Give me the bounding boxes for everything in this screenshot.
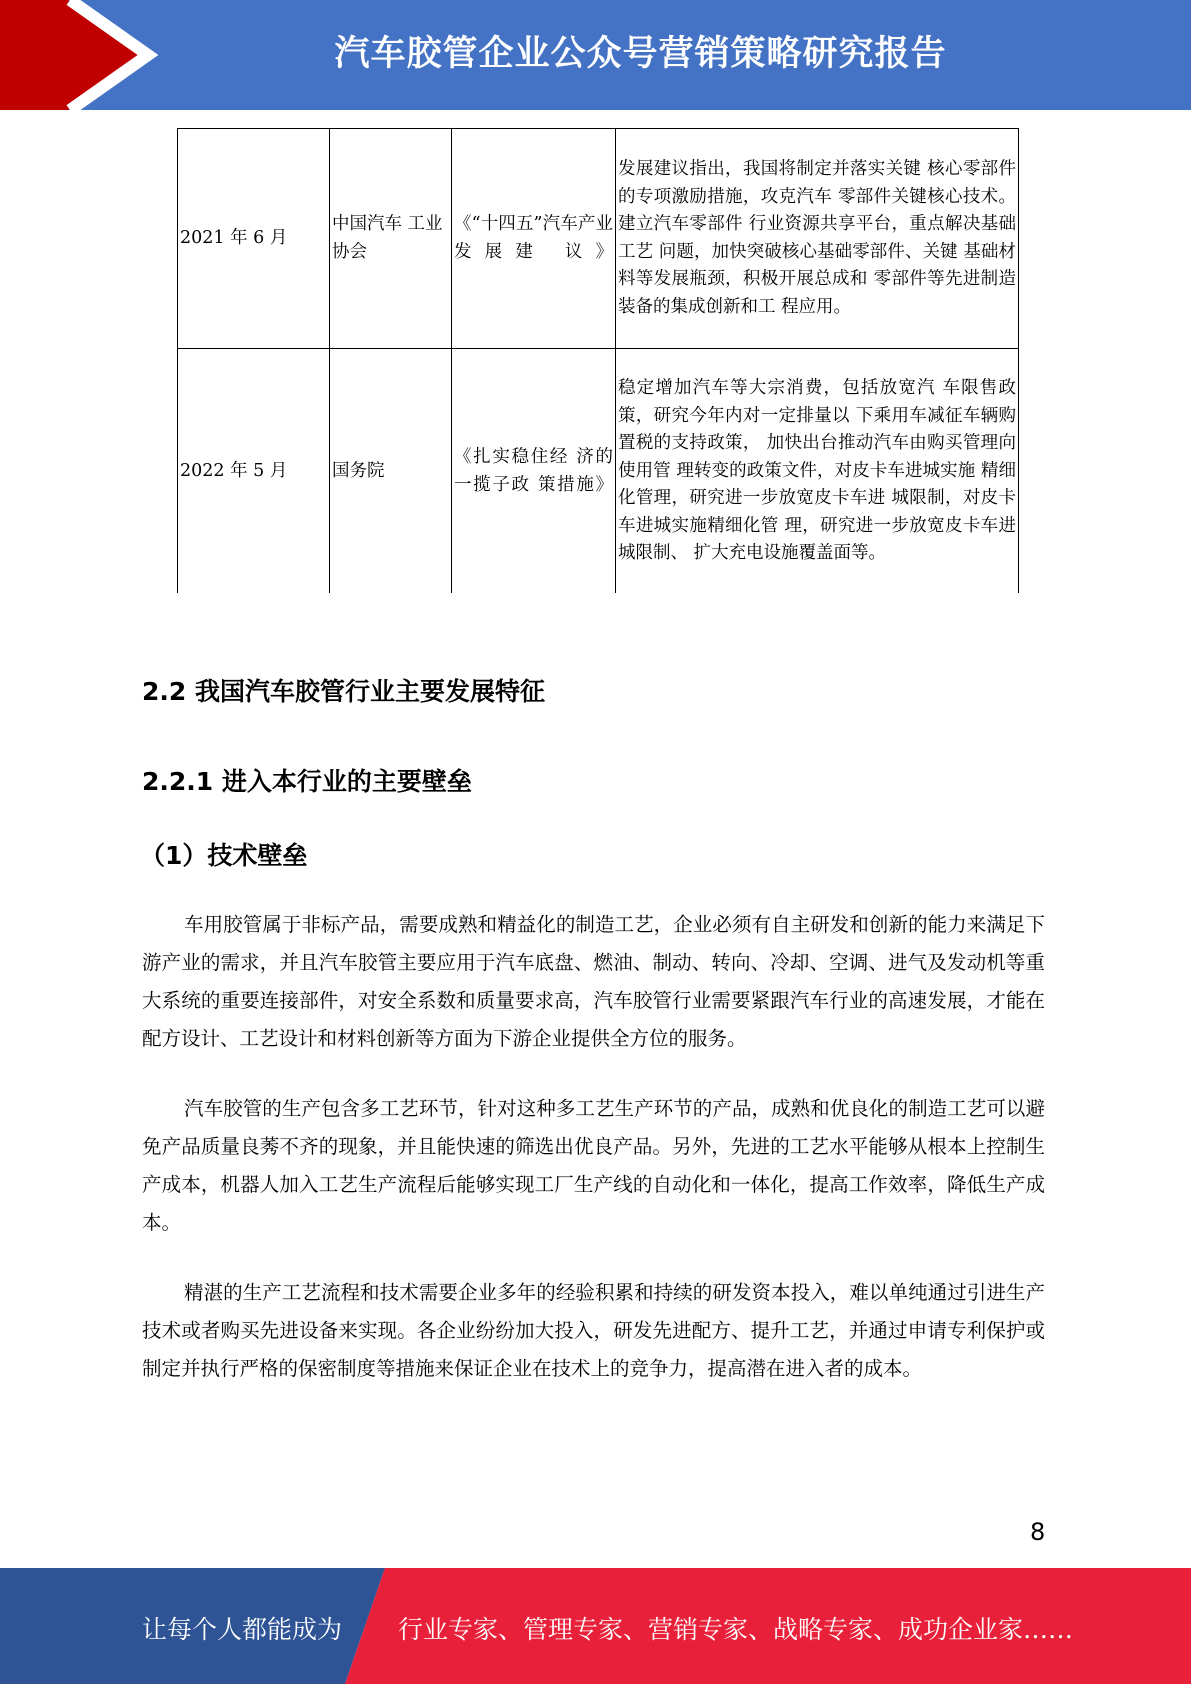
table-cell-org: 中国汽车 工业协会 [330, 129, 452, 349]
table-cell-document: 《扎实稳住经 济的一揽子政 策措施》 [452, 349, 616, 594]
table-cell-org: 国务院 [330, 349, 452, 594]
body-paragraph: 汽车胶管的生产包含多工艺环节，针对这种多工艺生产环节的产品，成熟和优良化的制造工艺可以避免产品质量良莠不齐的现象，并且能快速的筛选出优良产品。另外，先进的工艺水平能够从根本上控制生产成本，机器人加入工艺生产流程后能够实现工厂生产线的自动化和一体化，提高工作效率，降低生产成本。 [142, 1097, 1045, 1234]
table-row [178, 349, 1019, 594]
page-number: 8 [1030, 1518, 1046, 1546]
table-row [178, 129, 1019, 349]
section-heading: 2.2 我国汽车胶管行业主要发展特征 [142, 677, 545, 706]
report-title: 汽车胶管企业公众号营销策略研究报告 [334, 34, 947, 74]
footer-slogan-left: 让每个人都能成为 [142, 1615, 343, 1644]
policy-table [177, 128, 1019, 593]
body-paragraph: 精湛的生产工艺流程和技术需要企业多年的经验积累和持续的研发资本投入，难以单纯通过引进生产技术或者购买先进设备来实现。各企业纷纷加大投入，研发先进配方、提升工艺，并通过申请专利保护或制定并执行严格的保密制度等措施来保证企业在技术上的竞争力，提高潜在进入者的成本。 [142, 1281, 1045, 1380]
policy-table-container [170, 122, 1020, 593]
table-cell-description: 发展建议指出，我国将制定并落实关键 核心零部件的专项激励措施，攻克汽车 零部件关键核心技术。建立汽车零部件 行业资源共享平台，重点解决基础工艺 问题，加快突破核心基础零部件、关键 基础材料等发展瓶颈，积极开展总成和 零部件等先进制造装备的集成创新和工 程应用。 [616, 129, 1019, 349]
table-cell-date: 2022 年 5 月 [178, 349, 330, 594]
body-paragraph: 车用胶管属于非标产品，需要成熟和精益化的制造工艺，企业必须有自主研发和创新的能力来满足下游产业的需求，并且汽车胶管主要应用于汽车底盘、燃油、制动、转向、冷却、空调、进气及发动机等重大系统的重要连接部件，对安全系数和质量要求高，汽车胶管行业需要紧跟汽车行业的高速发展，才能在配方设计、工艺设计和材料创新等方面为下游企业提供全方位的服务。 [142, 913, 1045, 1050]
subsubsection-heading: （1）技术壁垒 [140, 841, 308, 870]
table-cell-date: 2021 年 6 月 [178, 129, 330, 349]
footer-slogan-right: 行业专家、管理专家、营销专家、战略专家、成功企业家…… [398, 1615, 1074, 1644]
page-footer [0, 1568, 1191, 1684]
table-cell-description: 稳定增加汽车等大宗消费，包括放宽汽 车限售政策，研究今年内对一定排量以 下乘用车减征车辆购置税的支持政策， 加快出台推动汽车由购买管理向使用管 理转变的政策文件，对皮卡车进城实施 精细化管理，研究进一步放宽皮卡车进 城限制，对皮卡车进城实施精细化管 理，研究进一步放宽皮卡车进城限制、 扩大充电设施覆盖面等。 [616, 349, 1019, 594]
page-header [0, 0, 1191, 110]
subsection-heading: 2.2.1 进入本行业的主要壁垒 [142, 767, 472, 796]
table-cell-document: 《“十四五”汽车产业发展建 议》 [452, 129, 616, 349]
